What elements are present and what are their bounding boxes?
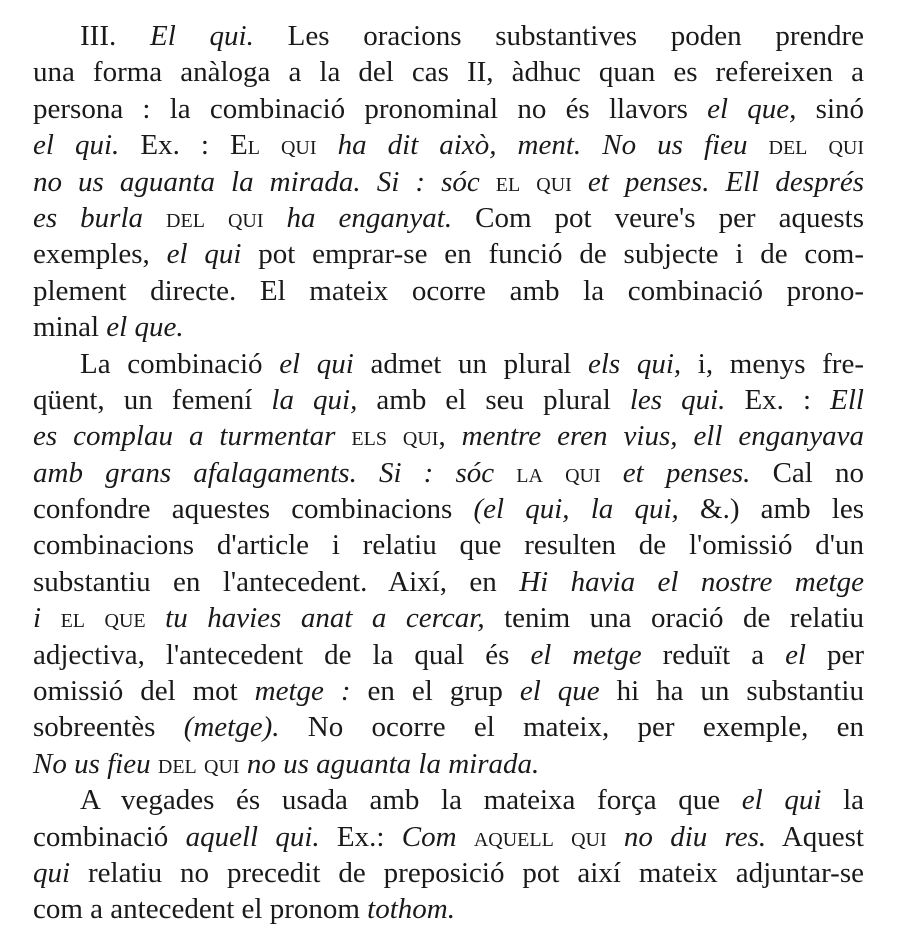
italic-text: el qui [279, 347, 354, 380]
text-run: combinacions d'article i relatiu que resulten de l'omissió d'un [33, 529, 864, 562]
text-run: com a antecedent el pronom [33, 893, 368, 926]
italic-text: tu havies anat a cercar, [145, 602, 485, 635]
text-run: substantiu en l'antecedent. Així, en [33, 565, 520, 598]
text-run: combinació [33, 820, 186, 853]
text-line [33, 746, 864, 782]
italic-text: no diu res. [606, 820, 767, 853]
text-line [33, 491, 864, 527]
text-line [33, 600, 864, 636]
text-line [33, 91, 864, 127]
italic-text: el [785, 638, 806, 671]
text-run: pot emprar-se en funció de subjecte i de com- [241, 238, 865, 271]
text-run: Aquest [766, 820, 864, 853]
text-run: omissió del mot [33, 675, 255, 708]
small-caps-text: del qui [166, 201, 264, 234]
text-line [33, 819, 864, 855]
text-line [33, 891, 864, 927]
text-run [581, 129, 602, 161]
text-run: per [806, 638, 865, 671]
text-run: Cal no [750, 456, 864, 489]
italic-text: la qui, [271, 383, 358, 416]
text-run: adjectiva, l'antecedent de la qual és [33, 638, 531, 671]
small-caps-text: els qui, [351, 420, 446, 453]
text-run: exemples, [33, 238, 167, 271]
text-line [33, 309, 864, 345]
italic-text: no us aguanta la mirada. [239, 747, 540, 780]
italic-text: el metge [530, 638, 642, 671]
small-caps-text: el qui [495, 165, 572, 198]
italic-text: (el qui, la qui, [473, 493, 679, 526]
text-run: la [821, 784, 864, 817]
paragraph [33, 18, 864, 346]
text-run: Com pot veure's per aquests [452, 201, 864, 234]
text-run: amb el seu plural [357, 383, 630, 416]
italic-text: el que [519, 675, 600, 708]
italic-text: el qui [741, 784, 822, 817]
text-run: plement directe. El mateix ocorre amb la combinació prono- [33, 274, 864, 307]
small-caps-text: la qui [516, 456, 601, 489]
text-line [33, 346, 864, 382]
italic-text: No us fieu [602, 129, 769, 162]
text-run: minal [33, 311, 107, 344]
text-line [33, 18, 864, 54]
italic-text: et penses. [571, 165, 710, 198]
text-line [33, 418, 864, 454]
text-line [33, 127, 864, 163]
italic-text: el que, [707, 92, 797, 125]
italic-text: Ell [830, 383, 864, 416]
text-line [33, 382, 864, 418]
text-run: relatiu no precedit de preposició pot així mateix adjuntar-se [70, 856, 864, 889]
italic-text: no us aguanta la mirada. [33, 165, 361, 198]
text-run: confondre aquestes combinacions [33, 493, 474, 526]
text-run: tenim una oració de relatiu [484, 602, 864, 635]
italic-text: Hi havia el nostre metge [519, 565, 864, 598]
text-run: III. [80, 20, 150, 52]
text-run [357, 457, 379, 489]
italic-text: Com [401, 820, 474, 853]
text-run: La combinació [80, 347, 280, 380]
paragraph [33, 346, 864, 783]
text-run: No ocorre el mateix, per exemple, en [279, 711, 864, 744]
text-run: sinó [796, 92, 864, 125]
italic-text: Ell després [725, 165, 865, 198]
italic-text: aquell qui. [185, 820, 320, 853]
italic-text: tothom. [367, 893, 455, 926]
text-line [33, 527, 864, 563]
text-line [33, 200, 864, 236]
text-run: qüent, un femení [33, 383, 272, 416]
italic-text: amb grans afalagaments. [33, 456, 357, 489]
italic-text: ha dit això, ment. [316, 129, 582, 162]
italic-text: mentre eren vius, ell enganyava [445, 420, 865, 453]
italic-text: el qui. [33, 129, 120, 162]
text-run: Les oracions substantives poden prendre [253, 20, 864, 52]
text-run: hi ha un substantiu [599, 675, 864, 708]
text-run: Ex. : [119, 129, 230, 162]
small-caps-text: aquell qui [473, 820, 607, 853]
text-run: una forma anàloga a la del cas II, àdhuc quan es refereixen a [33, 56, 864, 89]
text-run: Ex. : [725, 383, 831, 416]
small-caps-text: del qui [157, 747, 240, 780]
text-line [33, 637, 864, 673]
italic-text: es complau a turmentar [33, 420, 352, 453]
text-line [33, 709, 864, 745]
text-line [33, 54, 864, 90]
text-run: reduït a [641, 638, 786, 671]
italic-text: (metge). [183, 711, 280, 744]
text-run [709, 166, 725, 198]
italic-text: El qui. [150, 20, 254, 52]
text-line [33, 782, 864, 818]
text-line [33, 455, 864, 491]
italic-text: ha enganyat. [263, 201, 453, 234]
text-line [33, 236, 864, 272]
italic-text: es burla [33, 201, 167, 234]
italic-text: el qui [166, 238, 242, 271]
italic-text: Si : sóc [378, 456, 517, 489]
italic-text: metge : [254, 675, 351, 708]
text-run: sobreentès [33, 711, 184, 744]
text-run [361, 166, 377, 198]
italic-text: qui [33, 856, 71, 889]
text-run: &.) amb les [678, 493, 865, 526]
text-run: persona : la combinació pronominal no és llavors [33, 92, 708, 125]
italic-text: els qui, [587, 347, 682, 380]
text-line [33, 273, 864, 309]
text-run: A vegades és usada amb la mateixa força que [80, 784, 742, 817]
paragraph [33, 782, 864, 928]
text-line [33, 855, 864, 891]
italic-text: el que. [106, 311, 184, 344]
italic-text: Si : sóc [376, 165, 496, 198]
text-run: admet un plural [353, 347, 588, 380]
text-line [33, 564, 864, 600]
italic-text: et penses. [600, 456, 751, 489]
small-caps-text: el que [60, 602, 146, 635]
small-caps-text: El qui [229, 129, 317, 162]
text-line [33, 673, 864, 709]
text-line [33, 164, 864, 200]
small-caps-text: del qui [768, 129, 864, 162]
text-run: en el grup [350, 675, 520, 708]
italic-text: les qui. [629, 383, 726, 416]
text-run: i, menys fre- [681, 347, 864, 380]
italic-text: i [33, 602, 61, 635]
text-run: Ex.: [319, 820, 402, 853]
italic-text: No us fieu [33, 747, 158, 780]
